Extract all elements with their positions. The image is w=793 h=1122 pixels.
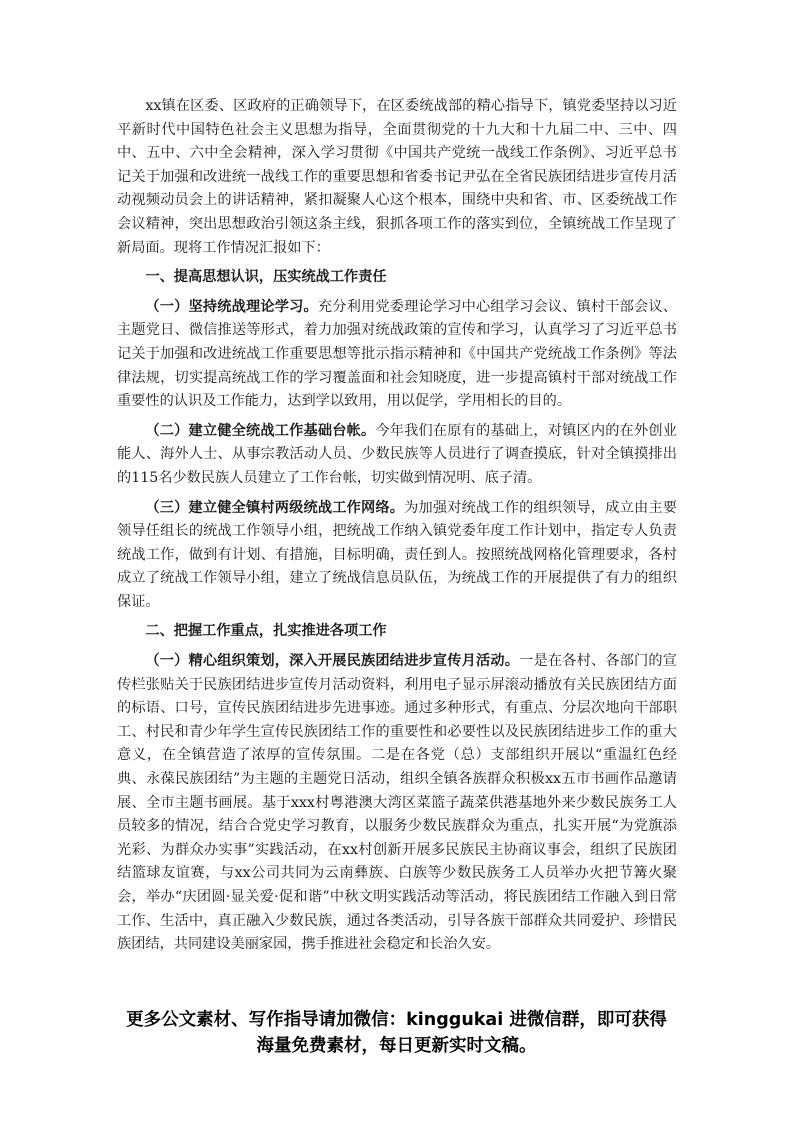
promo-line-1: 更多公文素材、写作指导请加微信：kinggukai 进微信群，即可获得	[126, 1010, 667, 1030]
paragraph-lead: （一）坚持统战理论学习。	[145, 298, 318, 315]
section-heading-2: 二、把握工作重点，扎实推进各项工作	[145, 623, 387, 640]
section1-paragraph-1	[117, 296, 677, 414]
paragraph-body: 充分利用党委理论学习中心组学习会议、镇村干部会议、主题党日、微信推送等形式，着力加强对统战政策的宣传和学习，认真学习了习近平总书记关于加强和改进统战工作重要思想等批示指示精神和《中国共产党统战工作条例》等法律法规，切实提高统战工作的学习覆盖面和社会知晓度，进一步提高镇村干部对统战工作重要性的认识及工作能力，达到学以致用，用以促学，学用相长的目的。	[117, 298, 677, 410]
section1-paragraph-2	[117, 420, 677, 491]
section2-paragraph-1	[117, 650, 677, 957]
section1-paragraph-3	[117, 497, 677, 615]
promo-footer	[100, 1007, 693, 1059]
paragraph-body: 今年我们在原有的基础上，对镇区内的在外创业能人、海外人士、从事宗教活动人员、少数民族等人员进行了调查摸底，针对全镇摸排出的115名少数民族人员建立了工作台帐，切实做到情况明、底子清。	[117, 422, 677, 486]
intro-paragraph: xx镇在区委、区政府的正确领导下，在区委统战部的精心指导下，镇党委坚持以习近平新时代中国特色社会主义思想为指导，全面贯彻党的十九大和十九届二中、三中、四中、五中、六中全会精神，深入学习贯彻《中国共产党统一战线工作条例》、习近平总书记关于加强和改进统一战线工作的重要思想和省委书记尹弘在全省民族团结进步宣传月活动视频动员会上的讲话精神，紧扣凝聚人心这个根本，围绕中央和省、市、区委统战工作会议精神，突出思想政治引领这条主线，狠抓各项工作的落实到位，全镇统战工作呈现了新局面。现将工作情况汇报如下：	[117, 98, 677, 256]
paragraph-lead: （一）精心组织策划，深入开展民族团结进步宣传月活动。	[145, 653, 520, 670]
section-heading-1: 一、提高思想认识，压实统战工作责任	[145, 269, 387, 286]
paragraph-lead: （二）建立健全统战工作基础台帐。	[145, 422, 376, 439]
promo-line-2: 海量免费素材，每日更新实时文稿。	[256, 1036, 537, 1056]
paragraph-body: 一是在各村、各部门的宣传栏张贴关于民族团结进步宣传月活动资料，利用电子显示屏滚动播放有关民族团结方面的标语、口号，宣传民族团结进步先进事迹。通过多种形式，有重点、分层次地向干部职工、村民和青少年学生宣传民族团结工作的重要性和必要性以及民族团结进步工作的重大意义，在全镇营造了浓厚的宣传氛围。二是在各党（总）支部组织开展以“重温红色经典、永葆民族团结”为主题的主题党日活动，组织全镇各族群众积极xx五市书画作品邀请展、全市主题书画展。基于xxx村粤港澳大湾区菜篮子蔬菜供港基地外来少数民族务工人员较多的情况，结合合党史学习教育，以服务少数民族群众为重点，扎实开展“为党旗添光彩、为群众办实事”实践活动，在xx村创新开展多民族民主协商议事会，组织了民族团结篮球友谊赛，与xx公司共同为云南彝族、白族等少数民族务工人员举办火把节篝火聚会，举办“庆团圆·显关爱·促和谐”中秋文明实践活动等活动，将民族团结工作融入到日常工作、生活中，真正融入少数民族，通过各类活动，引导各族干部群众共同爱护、珍惜民族团结，共同建设美丽家园，携手推进社会稳定和长治久安。	[117, 653, 677, 953]
document-body	[117, 95, 677, 963]
paragraph-body: 为加强对统战工作的组织领导，成立由主要领导任组长的统战工作领导小组，把统战工作纳入镇党委年度工作计划中，指定专人负责统战工作，做到有计划、有措施，目标明确，责任到人。按照统战网格化管理要求，各村成立了统战工作领导小组，建立了统战信息员队伍，为统战工作的开展提供了有力的组织保证。	[117, 499, 677, 610]
paragraph-lead: （三）建立健全镇村两级统战工作网络。	[145, 499, 405, 516]
